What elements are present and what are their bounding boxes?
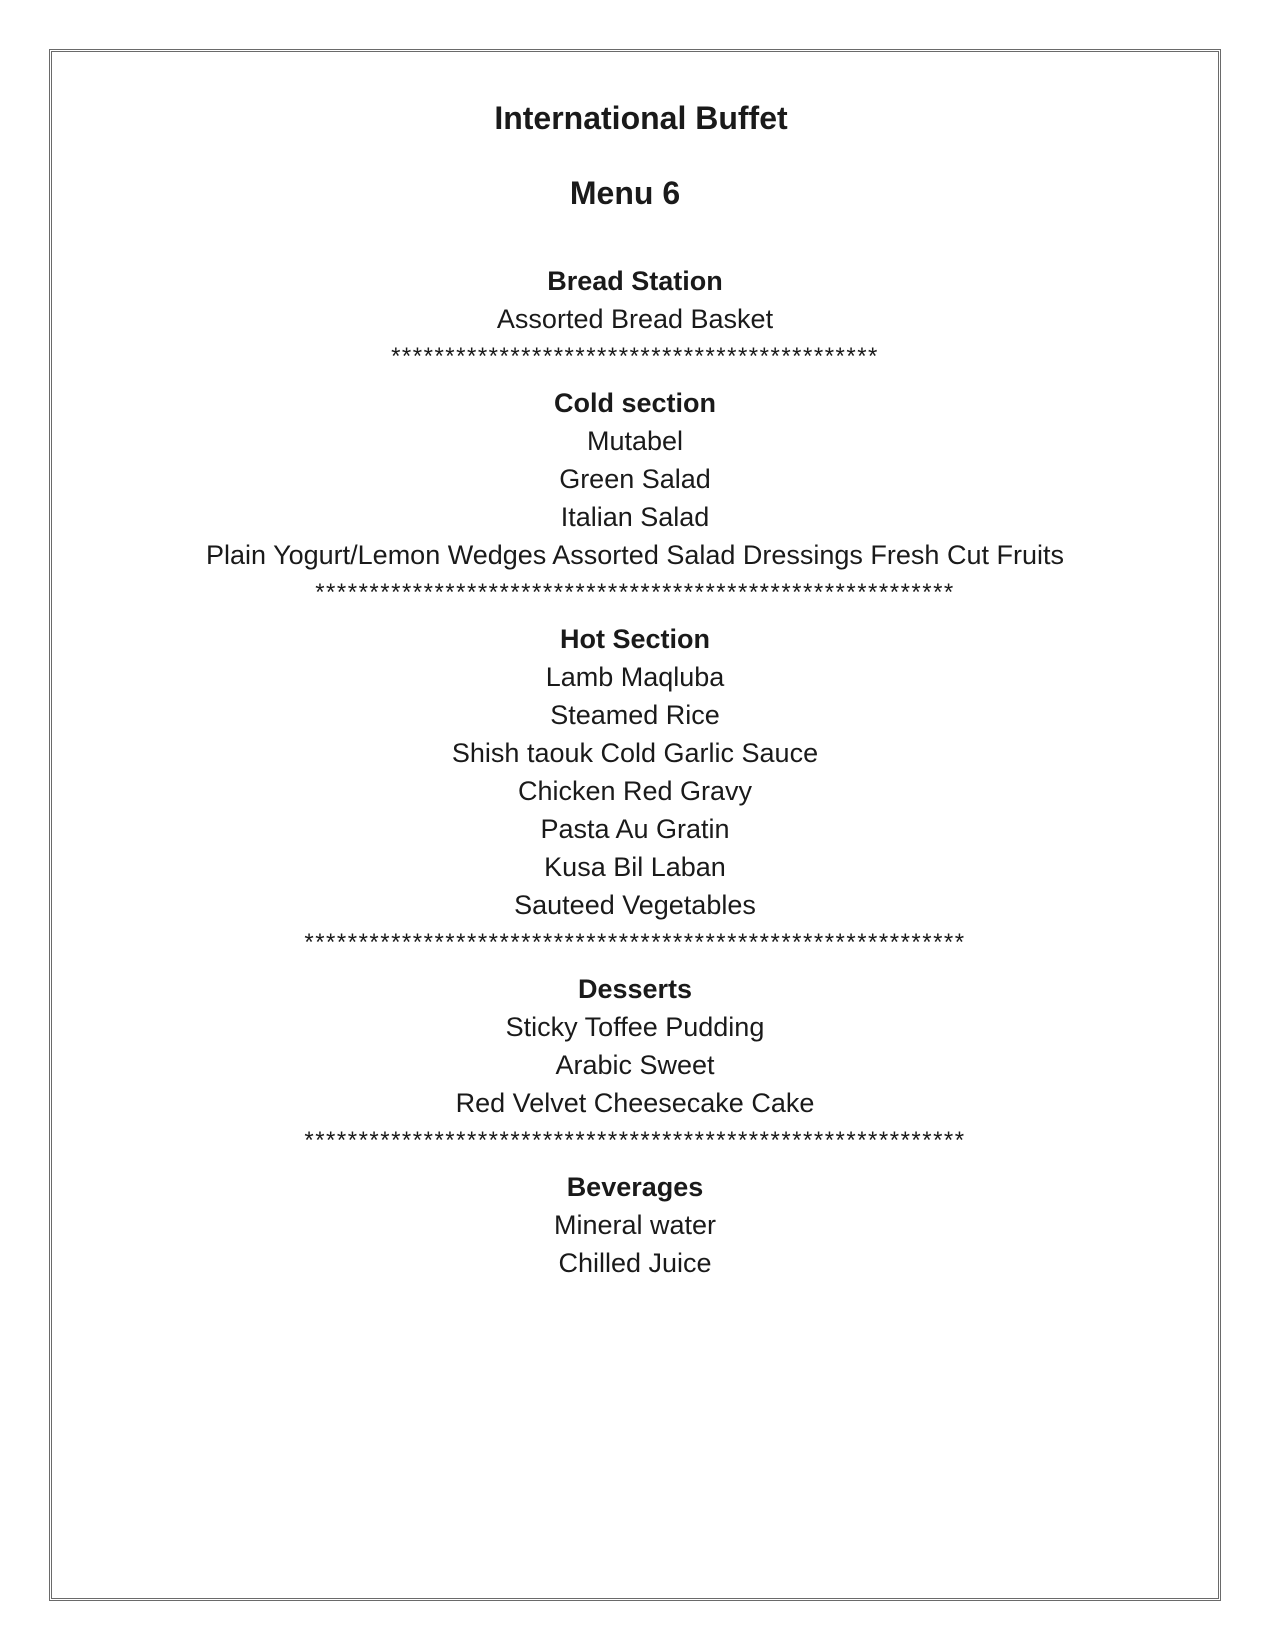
section-separator: ************************************************************* — [304, 929, 966, 956]
menu-title: International Buffet — [494, 100, 788, 136]
section-hot — [52, 620, 1218, 956]
menu-item: Chilled Juice — [558, 1248, 712, 1278]
section-heading: Beverages — [566, 1172, 704, 1202]
menu-item: Italian Salad — [560, 502, 710, 532]
menu-item: Green Salad — [559, 464, 711, 494]
menu-item: Shish taouk Cold Garlic Sauce — [451, 738, 819, 768]
menu-subtitle: Menu 6 — [569, 175, 681, 211]
section-cold — [52, 384, 1218, 606]
menu-item: Arabic Sweet — [555, 1050, 715, 1080]
section-separator: *********************************************************** — [315, 579, 955, 606]
menu-item: Kusa Bil Laban — [544, 852, 726, 882]
section-separator: ********************************************* — [391, 343, 879, 370]
menu-item: Sauteed Vegetables — [514, 890, 756, 920]
menu-item: Assorted Bread Basket — [496, 304, 774, 334]
menu-item: Chicken Red Gravy — [517, 776, 753, 806]
section-separator: ************************************************************* — [304, 1127, 966, 1154]
menu-item: Sticky Toffee Pudding — [505, 1012, 765, 1042]
section-heading: Bread Station — [547, 266, 723, 296]
menu-sections — [52, 262, 1218, 1282]
menu-item: Mineral water — [553, 1210, 717, 1240]
section-beverages — [52, 1168, 1218, 1282]
menu-item: Mutabel — [586, 426, 684, 456]
section-desserts — [52, 970, 1218, 1154]
section-heading: Cold section — [553, 388, 716, 418]
section-heading: Hot Section — [559, 624, 710, 654]
section-bread-station — [52, 262, 1218, 370]
menu-item: Pasta Au Gratin — [540, 814, 730, 844]
menu-item: Lamb Maqluba — [545, 662, 725, 692]
section-heading: Desserts — [577, 974, 693, 1004]
menu-item: Steamed Rice — [550, 700, 720, 730]
menu-item: Red Velvet Cheesecake Cake — [455, 1088, 815, 1118]
menu-item: Plain Yogurt/Lemon Wedges Assorted Salad Dressings Fresh Cut Fruits — [206, 540, 1064, 570]
